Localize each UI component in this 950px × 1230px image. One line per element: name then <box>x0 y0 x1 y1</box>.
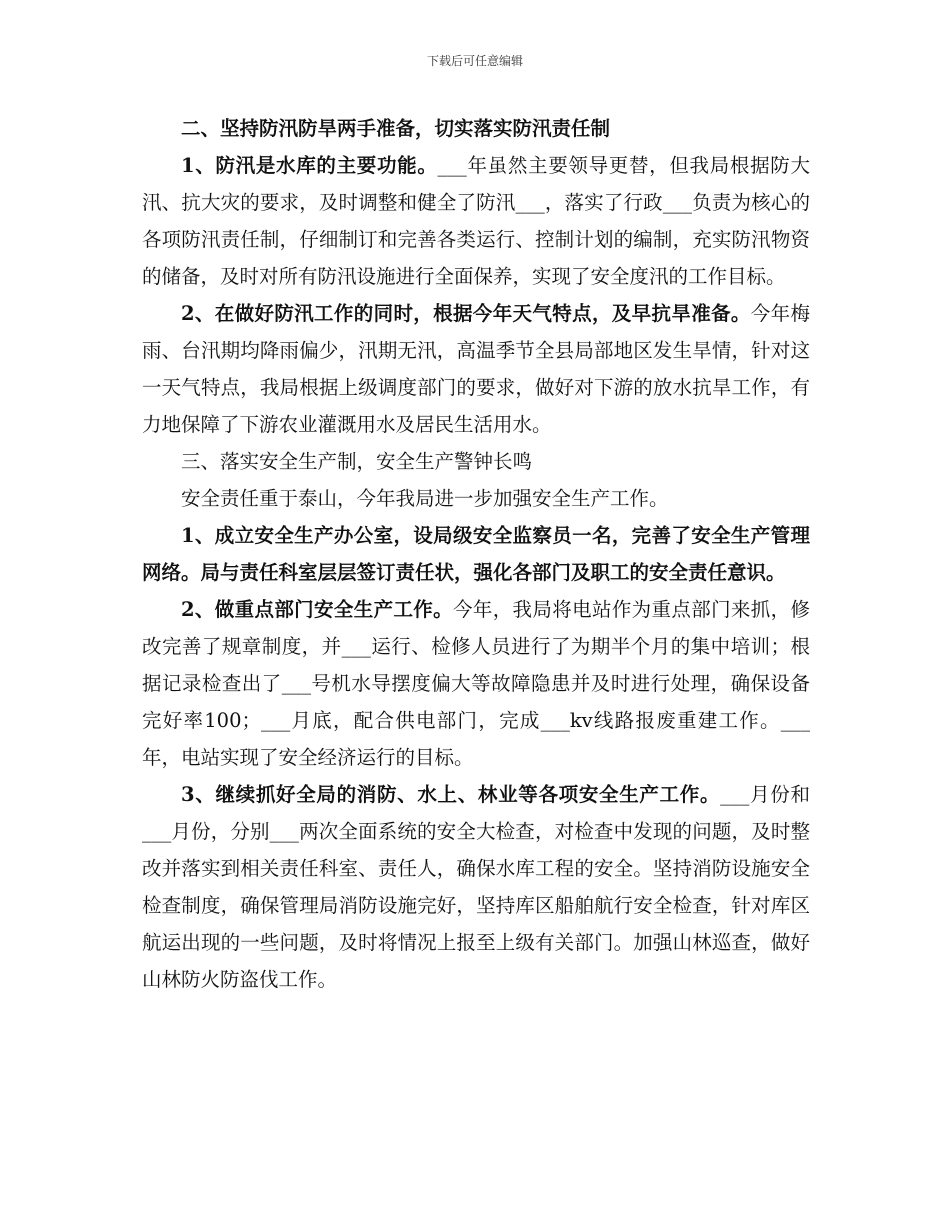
paragraph-text: 安全责任重于泰山，今年我局进一步加强安全生产工作。 <box>181 487 669 510</box>
paragraph-text: ___月份和___月份，分别___两次全面系统的安全大检查，对检查中发现的问题，及时整改并落实到相关责任科室、责任人，确保水库工程的安全。坚持消防设施安全检查制度，确保管理局消防设施完好，坚持库区船舶航行安全检查，针对库区航运出现的一些问题，及时将情况上报至上级有关部门。加强山林巡查，做好山林防火防盗伐工作。 <box>142 783 810 991</box>
document-body <box>142 110 810 998</box>
paragraph-text: 今年，我局将电站作为重点部门来抓，修改完善了规章制度，并___运行、检修人员进行了为期半个月的集中培训；根据记录检查出了___号机水导摆度偏大等故障隐患并及时进行处理，确保设备完好率100；___月底，配合供电部门，完成___kv线路报废重建工作。___年，电站实现了安全经济运行的目标。 <box>142 598 810 769</box>
paragraph-flood-control <box>142 147 810 295</box>
paragraph-bold: 3、继续抓好全局的消防、水上、林业等各项安全生产工作。 <box>181 783 721 806</box>
paragraph-fire-water-forest <box>142 776 810 998</box>
paragraph-safety-office <box>142 517 810 591</box>
section-heading-3 <box>142 443 810 480</box>
paragraph-drought-prep <box>142 295 810 443</box>
paragraph-text: ___年虽然主要领导更替，但我局根据防大汛、抗大灾的要求，及时调整和健全了防汛___，落实了行政___负责为核心的各项防汛责任制，仔细制订和完善各类运行、控制计划的编制，充实防汛物资的储备，及时对所有防汛设施进行全面保养，实现了安全度汛的工作目标。 <box>142 154 810 288</box>
paragraph-safety-intro <box>142 480 810 517</box>
paragraph-text: 今年梅雨、台汛期均降雨偏少，汛期无汛，高温季节全县局部地区发生旱情，针对这一天气特点，我局根据上级调度部门的要求，做好对下游的放水抗旱工作，有力地保障了下游农业灌溉用水及居民生活用水。 <box>142 302 810 436</box>
section-heading-2 <box>142 110 810 147</box>
paragraph-text: 三、落实安全生产制，安全生产警钟长鸣 <box>181 450 533 473</box>
paragraph-bold: 1、成立安全生产办公室，设局级安全监察员一名，完善了安全生产管理网络。局与责任科室层层签订责任状，强化各部门及职工的安全责任意识。 <box>142 524 810 584</box>
paragraph-key-departments <box>142 591 810 776</box>
paragraph-bold: 2、做重点部门安全生产工作。 <box>181 598 453 621</box>
paragraph-bold: 2、在做好防汛工作的同时，根据今年天气特点，及早抗旱准备。 <box>181 302 751 325</box>
paragraph-bold: 二、坚持防汛防旱两手准备，切实落实防汛责任制 <box>181 117 611 140</box>
paragraph-bold: 1、防汛是水库的主要功能。 <box>181 154 438 177</box>
page-header: 下载后可任意编辑 <box>426 54 523 68</box>
